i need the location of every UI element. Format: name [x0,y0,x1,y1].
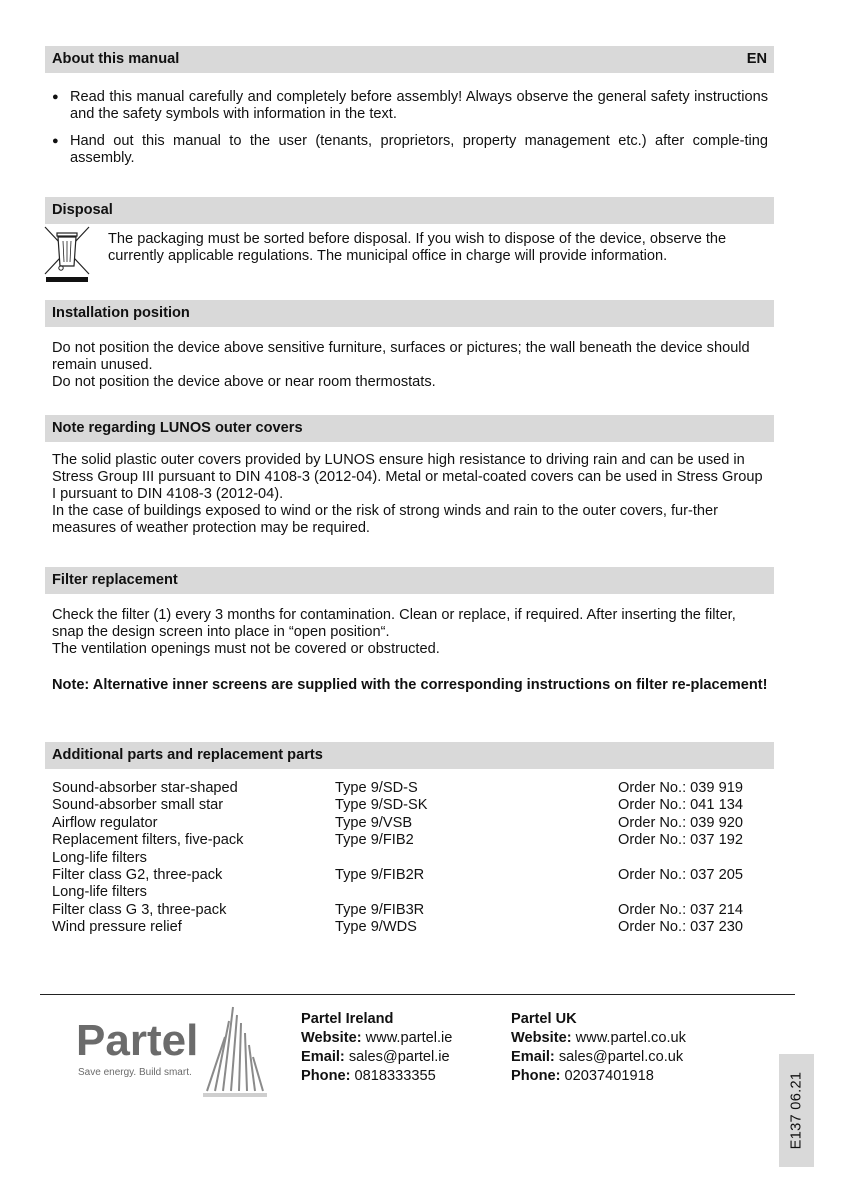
part-name: Sound-absorber star-shaped [52,780,238,796]
email-label: Email: [301,1049,345,1065]
part-name: Replacement filters, five-pack [52,832,244,849]
section-title: Note regarding LUNOS outer covers [52,420,303,436]
table-row [52,902,768,919]
phone-label: Phone: [511,1068,561,1084]
section-header-parts [45,742,774,769]
disposal-text: The packaging must be sorted before disposal. If you wish to dispose of the device, observe the currently applicable regulations. The municipal office in charge will provide information. [108,231,727,264]
part-order-number: Order No.: 039 919 [618,780,743,796]
section-header-filter [45,567,774,594]
part-order-number: Order No.: 037 214 [618,901,743,918]
website-label: Website: [511,1030,572,1046]
list-item: ● Read this manual carefully and completely before assembly! Always observe the general safety instructions and the safety symbols with information in the text. [48,89,768,123]
table-row [52,797,768,814]
table-row [52,832,768,849]
contact-ireland [301,1010,452,1086]
section-header-installation [45,300,774,327]
section-title: Disposal [52,202,113,218]
part-type [335,850,618,867]
part-name: Filter class G 3, three-pack [52,901,227,918]
part-order-number: Order No.: 037 230 [618,919,743,936]
part-order-number: Order No.: 037 192 [618,832,743,849]
filter-text [52,607,768,694]
part-name: Airflow regulator [52,814,158,831]
contact-heading: Partel UK [511,1011,577,1027]
logo-wordmark: Partel [76,1016,199,1065]
paragraph: Do not position the device above sensitive furniture, surfaces or pictures; the wall beneath the device should remain unused. [52,340,750,373]
part-type: Type 9/FIB2R [335,866,425,883]
contact-heading: Partel Ireland [301,1011,394,1027]
partel-logo [73,1005,268,1097]
part-type: Type 9/FIB3R [335,901,425,918]
phone-number: 0818333355 [354,1068,436,1084]
paragraph: Do not position the device above or near room thermostats. [52,374,436,390]
section-header-covers [45,415,774,442]
part-type [335,884,618,901]
section-header-disposal [45,197,774,224]
part-type: Type 9/FIB2 [335,832,414,849]
footer-divider [40,994,795,995]
part-order-number [618,884,768,901]
paragraph: The solid plastic outer covers provided by LUNOS ensure high resistance to driving rain and can be used in Stress Group III pursuant to DIN 4108-3 (2012-04). Metal or metal-coated covers can be used in Stress Group I pursuant to DIN 4108-3 (2012-04). [52,452,763,502]
email-link[interactable]: sales@partel.ie [348,1049,450,1065]
part-name: Filter class G2, three-pack [52,866,223,883]
part-name: Sound-absorber small star [52,797,224,814]
part-order-number: Order No.: 041 134 [618,797,743,814]
part-type: Type 9/WDS [335,919,417,936]
section-header-about [45,46,774,73]
document-reference-tab [779,1054,814,1167]
part-type: Type 9/SD-S [335,780,418,796]
table-row [52,780,768,797]
part-name: Wind pressure relief [52,919,182,936]
part-type: Type 9/SD-SK [335,797,428,814]
email-link[interactable]: sales@partel.co.uk [558,1049,684,1065]
table-row [52,919,768,936]
crossed-out-wheelie-bin-icon [42,224,92,284]
paragraph: The ventilation openings must not be covered or obstructed. [52,641,440,657]
phone-label: Phone: [301,1068,351,1084]
table-row [52,850,768,867]
logo-tagline: Save energy. Build smart. [78,1067,192,1078]
website-label: Website: [301,1030,362,1046]
part-name: Long-life filters [52,849,147,866]
email-label: Email: [511,1049,555,1065]
contact-uk [511,1010,686,1086]
table-row [52,884,768,901]
installation-text [52,340,768,391]
paragraph: In the case of buildings exposed to wind or the risk of strong winds and rain to the outer covers, fur-ther measures of weather protection may be required. [52,503,718,536]
section-title: Additional parts and replacement parts [52,747,323,763]
filter-note: Note: Alternative inner screens are supplied with the corresponding instructions on filter re-placement! [52,677,768,693]
section-title: About this manual [52,51,180,67]
table-row [52,867,768,884]
website-link[interactable]: www.partel.co.uk [575,1030,686,1046]
section-title: Filter replacement [52,572,178,588]
part-order-number: Order No.: 037 205 [618,866,743,883]
part-type: Type 9/VSB [335,814,413,831]
website-link[interactable]: www.partel.ie [365,1030,453,1046]
table-row [52,815,768,832]
language-code: EN [746,51,767,67]
part-order-number [618,850,768,867]
about-bullet-list [48,89,768,177]
list-item: ● Hand out this manual to the user (tenants, proprietors, property management etc.) after comple-ting assembly. [48,133,768,167]
parts-table [52,780,768,937]
section-title: Installation position [52,305,190,321]
document-reference: E137 06.21 [788,1071,805,1150]
paragraph: Check the filter (1) every 3 months for contamination. Clean or replace, if required. After inserting the filter, snap the design screen into place in “open position“. [52,607,736,640]
part-order-number: Order No.: 039 920 [618,814,743,831]
part-name: Long-life filters [52,884,147,901]
phone-number: 02037401918 [564,1068,654,1084]
covers-text [52,452,768,537]
